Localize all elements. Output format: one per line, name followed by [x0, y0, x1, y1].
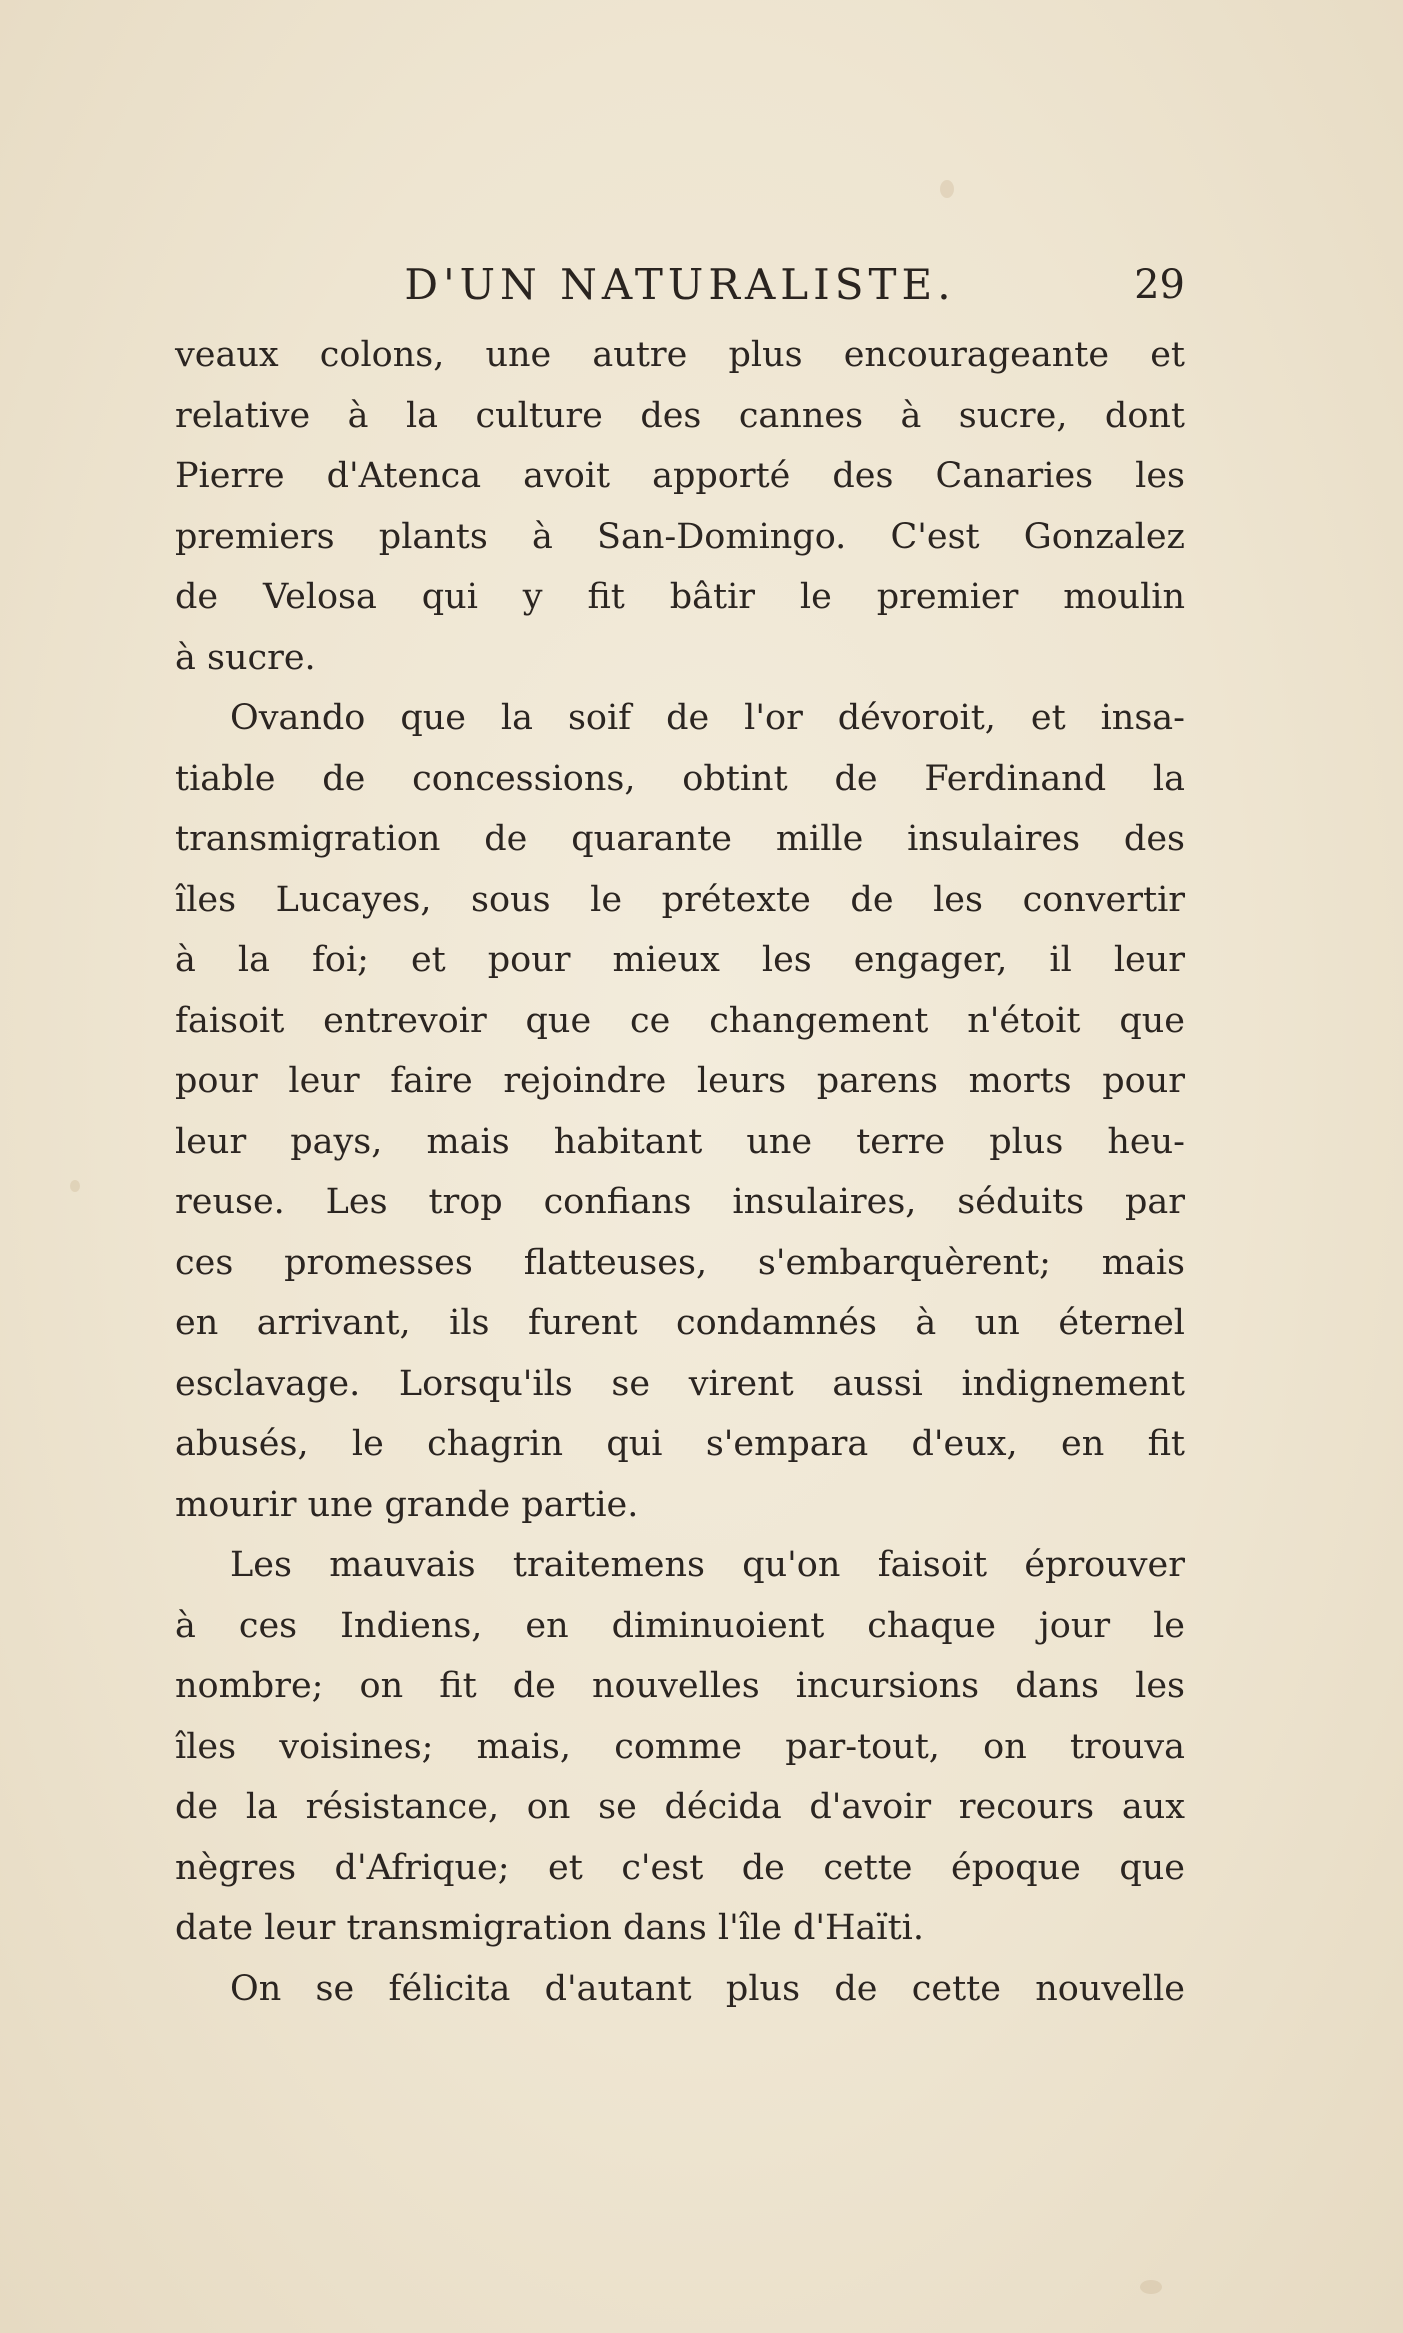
text-line: de la résistance, on se décida d'avoir recours aux	[175, 1787, 1185, 1827]
text-line: Pierre d'Atenca avoit apporté des Canaries les	[175, 456, 1185, 496]
text-line: îles voisines; mais, comme par-tout, on trouva	[175, 1726, 1185, 1767]
running-title: D'UN NATURALISTE.	[404, 260, 956, 309]
text-line: reuse. Les trop confians insulaires, séduits par	[175, 1182, 1185, 1222]
text-line: veaux colons, une autre plus encourageante et	[175, 335, 1185, 375]
text-line: premiers plants à San-Domingo. C'est Gonzalez	[175, 516, 1185, 557]
text-line: tiable de concessions, obtint de Ferdinand la	[175, 758, 1185, 799]
paper-stain	[940, 180, 954, 198]
paper-stain	[70, 1180, 80, 1192]
text-line: transmigration de quarante mille insulaires des	[175, 819, 1185, 859]
text-line: à la foi; et pour mieux les engager, il leur	[175, 940, 1185, 980]
text-line: relative à la culture des cannes à sucre, dont	[175, 395, 1185, 436]
text-line: nègres d'Afrique; et c'est de cette époque que	[175, 1847, 1185, 1888]
text-line: On se félicita d'autant plus de cette nouvelle	[230, 1968, 1185, 2009]
text-line: pour leur faire rejoindre leurs parens morts pour	[175, 1061, 1185, 1101]
text-line: leur pays, mais habitant une terre plus heu-	[175, 1121, 1185, 1162]
text-line: abusés, le chagrin qui s'empara d'eux, en fit	[175, 1424, 1185, 1464]
paper-stain	[1140, 2280, 1162, 2294]
text-line: mourir une grande partie.	[175, 1484, 639, 1525]
text-line: îles Lucayes, sous le prétexte de les convertir	[175, 879, 1185, 920]
text-line: en arrivant, ils furent condamnés à un éternel	[175, 1303, 1185, 1343]
text-line: Ovando que la soif de l'or dévoroit, et insa-	[230, 698, 1185, 738]
text-line: Les mauvais traitemens qu'on faisoit éprouver	[230, 1545, 1185, 1585]
text-line: faisoit entrevoir que ce changement n'étoit que	[175, 1000, 1185, 1041]
body-text	[175, 325, 1185, 2019]
text-line: de Velosa qui y fit bâtir le premier moulin	[175, 577, 1185, 617]
text-line: à ces Indiens, en diminuoient chaque jour le	[175, 1605, 1185, 1646]
text-line: ces promesses flatteuses, s'embarquèrent; mais	[175, 1242, 1185, 1283]
page-number: 29	[1134, 262, 1185, 308]
text-line: esclavage. Lorsqu'ils se virent aussi indignement	[175, 1363, 1185, 1404]
text-line: date leur transmigration dans l'île d'Haïti.	[175, 1908, 924, 1948]
text-line: nombre; on fit de nouvelles incursions dans les	[175, 1666, 1185, 1706]
running-head	[175, 255, 1185, 315]
text-line: à sucre.	[175, 637, 316, 678]
